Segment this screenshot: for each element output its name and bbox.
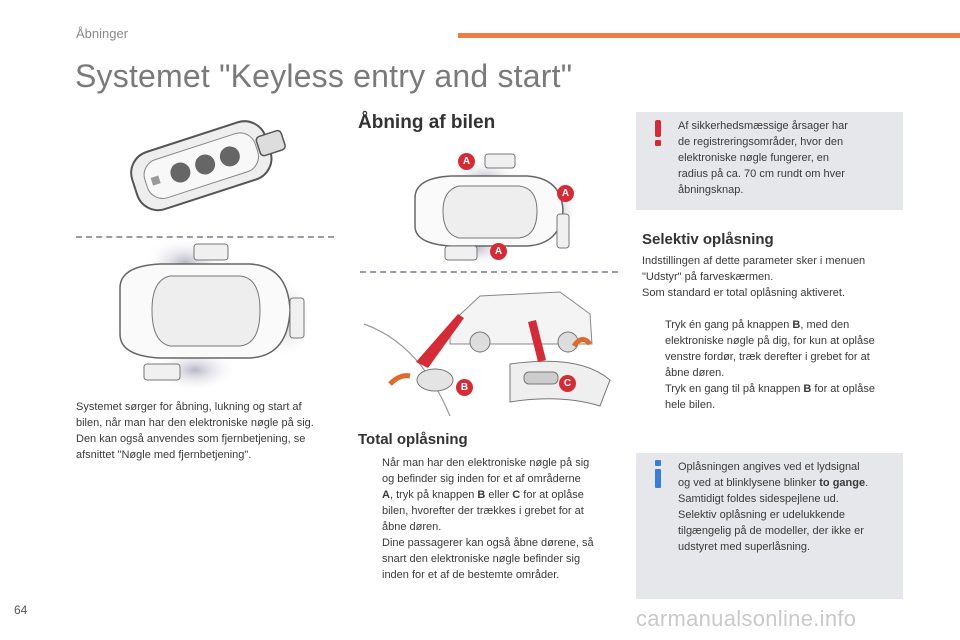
info-icon bbox=[652, 460, 664, 488]
warning-line: de registreringsområder, hvor den bbox=[678, 136, 844, 148]
info-line: Samtidigt foldes sidespejlene ud. bbox=[678, 493, 839, 505]
warning-note bbox=[636, 112, 903, 210]
total-line: og befinder sig inden for et af områderne bbox=[382, 473, 581, 485]
zone-a-badge: A bbox=[490, 243, 507, 260]
selective-line: elektroniske nøgle på dig, for kun at oplåse bbox=[665, 335, 875, 347]
heading-opening: Åbning af bilen bbox=[358, 112, 496, 133]
info-text-span: og ved at blinklysene blinker bbox=[678, 477, 820, 489]
warning-text bbox=[678, 118, 896, 198]
selective-line bbox=[665, 317, 911, 333]
selective-line bbox=[665, 381, 911, 397]
selective-line: åbne døren. bbox=[665, 367, 725, 379]
middle-divider bbox=[360, 271, 618, 273]
key-b: B bbox=[477, 489, 486, 501]
button-c-badge: C bbox=[559, 375, 576, 392]
total-line: åbne døren. bbox=[382, 521, 442, 533]
total-line: Når man har den elektroniske nøgle på sig bbox=[382, 457, 590, 469]
selective-bullet-2 bbox=[645, 381, 911, 413]
total-line: Dine passagerer kan også åbne dørene, så bbox=[382, 537, 594, 549]
intro-line: bilen, når man har den elektroniske nøgle på sig. bbox=[76, 417, 314, 429]
intro-line: afsnittet "Nøgle med fjernbetjening". bbox=[76, 449, 252, 461]
info-text-span: . bbox=[865, 477, 869, 489]
total-unlocking-text bbox=[362, 455, 624, 583]
warning-line: radius på ca. 70 cm rundt om hver bbox=[678, 168, 845, 180]
key-a: A bbox=[382, 489, 390, 501]
total-line bbox=[382, 487, 624, 503]
heading-total-unlocking: Total oplåsning bbox=[358, 431, 468, 448]
intro-paragraph bbox=[76, 399, 346, 463]
total-text: eller bbox=[485, 489, 513, 501]
warning-line: åbningsknap. bbox=[678, 184, 744, 196]
info-bold: to gange bbox=[819, 477, 866, 489]
selective-intro bbox=[642, 253, 912, 301]
key-b: B bbox=[803, 383, 812, 395]
step-text: Tryk én gang på knappen bbox=[665, 319, 793, 331]
total-bullet bbox=[362, 455, 624, 583]
info-text bbox=[678, 459, 898, 555]
zone-a-badge: A bbox=[458, 153, 475, 170]
info-note bbox=[636, 453, 903, 599]
intro-line: Systemet sørger for åbning, lukning og start af bbox=[76, 401, 302, 413]
step-text: Tryk en gang til på knappen bbox=[665, 383, 804, 395]
heading-selective-unlocking: Selektiv oplåsning bbox=[642, 231, 774, 248]
button-b-badge: B bbox=[456, 379, 473, 396]
info-line: Selektiv oplåsning er udelukkende bbox=[678, 509, 845, 521]
warning-line: elektroniske nøgle fungerer, en bbox=[678, 152, 830, 164]
page-title: Systemet "Keyless entry and start" bbox=[75, 58, 573, 94]
car-detection-zones-illustration bbox=[100, 238, 320, 388]
exclamation-icon bbox=[652, 120, 664, 146]
zone-a-badge: A bbox=[557, 185, 574, 202]
step-text: , med den bbox=[800, 319, 850, 331]
selective-bullet-1 bbox=[645, 317, 911, 381]
info-line: Oplåsningen angives ved et lydsignal bbox=[678, 461, 860, 473]
total-text: , tryk på knappen bbox=[389, 489, 478, 501]
step-text: for at oplåse bbox=[811, 383, 875, 395]
total-line: inden for et af de bestemte områder. bbox=[382, 569, 560, 581]
total-line: snart den elektroniske nøgle befinder sig bbox=[382, 553, 581, 565]
selective-line: hele bilen. bbox=[665, 399, 716, 411]
intro-line: Den kan også anvendes som fjernbetjening, se bbox=[76, 433, 306, 445]
selective-line: Indstillingen af dette parameter sker i menuen bbox=[642, 255, 866, 267]
key-fob-illustration bbox=[122, 112, 292, 222]
info-line bbox=[678, 475, 898, 491]
page-number: 64 bbox=[14, 603, 28, 617]
info-line: tilgængelig på de modeller, der ikke er bbox=[678, 525, 864, 537]
key-b: B bbox=[792, 319, 801, 331]
selective-line: Som standard er total oplåsning aktiveret. bbox=[642, 287, 846, 299]
selective-line: venstre fordør, træk derefter i grebet for at bbox=[665, 351, 870, 363]
warning-line: Af sikkerhedsmæssige årsager har bbox=[678, 120, 848, 132]
key-c: C bbox=[512, 489, 521, 501]
watermark: carmanualsonline.info bbox=[636, 606, 857, 631]
total-line: bilen, hvorefter der trækkes i grebet for at bbox=[382, 505, 584, 517]
selective-line: "Udstyr" på farveskærmen. bbox=[642, 271, 774, 283]
selective-steps bbox=[645, 317, 911, 413]
header-accent-bar bbox=[458, 33, 960, 38]
info-line: udstyret med superlåsning. bbox=[678, 541, 811, 553]
door-handle-illustration bbox=[360, 284, 620, 416]
section-label: Åbninger bbox=[76, 26, 129, 41]
total-text: for at oplåse bbox=[520, 489, 584, 501]
